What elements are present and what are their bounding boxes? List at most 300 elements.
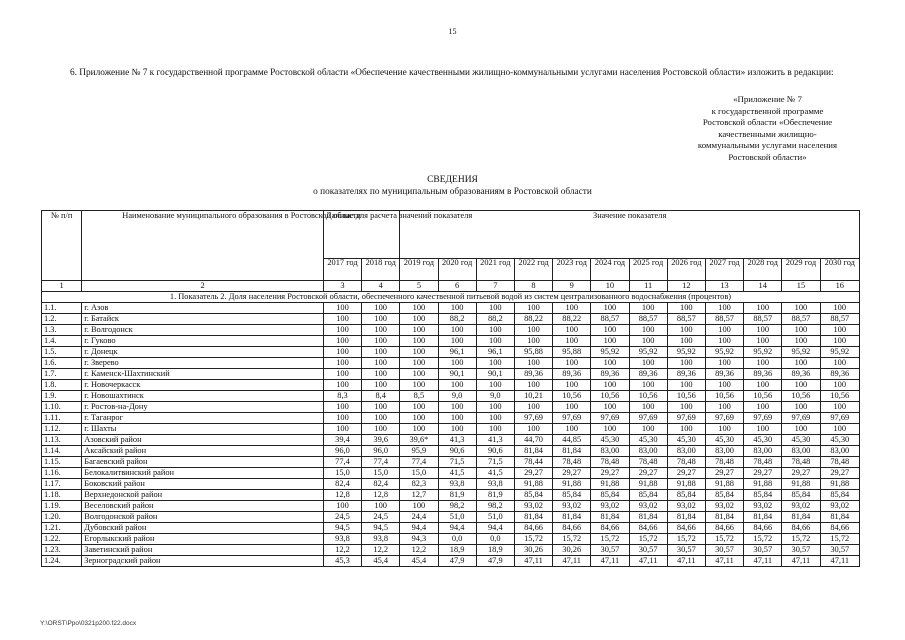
indicator-value: 100 (323, 501, 361, 512)
indicator-value: 100 (362, 369, 400, 380)
indicator-value: 100 (438, 380, 476, 391)
table-row (42, 501, 860, 512)
municipality-name: Азовский район (82, 435, 324, 446)
indicator-value: 100 (362, 413, 400, 424)
municipality-name: г. Батайск (82, 314, 324, 325)
header-no: № п/п (42, 211, 82, 281)
indicator-value: 100 (362, 501, 400, 512)
indicator-value: 47,11 (629, 556, 667, 567)
indicator-value: 93,02 (705, 501, 743, 512)
municipality-name: Дубовский район (82, 523, 324, 534)
indicator-value: 90,1 (476, 369, 514, 380)
indicator-value: 91,88 (667, 479, 705, 490)
municipality-name: г. Гуково (82, 336, 324, 347)
indicator-value: 78,48 (820, 457, 859, 468)
indicator-value: 29,27 (667, 468, 705, 479)
indicator-value: 97,69 (553, 413, 591, 424)
indicator-value: 47,11 (782, 556, 820, 567)
column-number: 2 (82, 281, 324, 292)
indicator-value: 15,0 (400, 468, 438, 479)
intro-paragraph: 6. Приложение № 7 к государственной программе Ростовской области «Обеспечение качественными жилищно-коммунальными услугами населения Ростовской области» изложить в редакции: (70, 68, 834, 78)
indicator-value: 100 (476, 380, 514, 391)
indicator-value: 83,00 (744, 446, 782, 457)
indicator-value: 89,36 (553, 369, 591, 380)
indicator-value: 0,0 (438, 534, 476, 545)
table-row (42, 545, 860, 556)
table-row (42, 369, 860, 380)
indicator-value: 100 (553, 358, 591, 369)
header-name: Наименование муниципального образования в Ростовской области (82, 211, 324, 281)
indicator-value: 10,56 (820, 391, 859, 402)
indicator-value: 30,57 (782, 545, 820, 556)
indicator-value: 30,57 (667, 545, 705, 556)
indicator-value: 15,72 (514, 534, 552, 545)
indicator-value: 96,1 (438, 347, 476, 358)
indicator-value: 91,88 (782, 479, 820, 490)
annex-line: к государственной программе (711, 105, 824, 116)
column-number: 14 (744, 281, 782, 292)
indicator-value: 45,30 (744, 435, 782, 446)
indicator-value: 51,0 (476, 512, 514, 523)
indicator-value: 93,8 (362, 534, 400, 545)
indicator-value: 100 (705, 424, 743, 435)
indicator-value: 94,4 (476, 523, 514, 534)
indicator-value: 100 (438, 325, 476, 336)
indicator-value: 10,56 (591, 391, 629, 402)
annex-line: «Приложение № 7 (733, 94, 802, 104)
indicator-value: 100 (667, 325, 705, 336)
header-year: 2030 год (820, 259, 859, 281)
indicator-value: 100 (438, 424, 476, 435)
table-row (42, 534, 860, 545)
indicator-value: 100 (514, 325, 552, 336)
indicator-value: 95,92 (591, 347, 629, 358)
indicator-value: 100 (820, 380, 859, 391)
indicator-value: 47,11 (514, 556, 552, 567)
indicator-value: 45,30 (629, 435, 667, 446)
indicator-value: 100 (323, 303, 361, 314)
indicator-value: 100 (400, 380, 438, 391)
header-year: 2026 год (667, 259, 705, 281)
annex-line: коммунальными услугами населения (697, 140, 838, 150)
indicator-value: 88,57 (744, 314, 782, 325)
indicator-value: 100 (323, 369, 361, 380)
header-year: 2024 год (591, 259, 629, 281)
indicator-value: 95,92 (744, 347, 782, 358)
row-number: 1.23. (42, 545, 82, 556)
indicator-value: 29,27 (629, 468, 667, 479)
column-number: 11 (629, 281, 667, 292)
indicator-value: 83,00 (591, 446, 629, 457)
row-number: 1.5. (42, 347, 82, 358)
indicator-value: 84,66 (514, 523, 552, 534)
indicator-value: 47,11 (553, 556, 591, 567)
column-number: 12 (667, 281, 705, 292)
table-row (42, 314, 860, 325)
indicator-value: 93,02 (744, 501, 782, 512)
row-number: 1.20. (42, 512, 82, 523)
annex-line: качественными жилищно- (718, 128, 817, 139)
indicator-value: 100 (514, 402, 552, 413)
indicator-value: 45,4 (400, 556, 438, 567)
indicator-value: 100 (744, 380, 782, 391)
header-year: 2029 год (782, 259, 820, 281)
indicator-value: 96,1 (476, 347, 514, 358)
indicator-value: 100 (362, 325, 400, 336)
indicator-value: 100 (744, 325, 782, 336)
indicator-value: 100 (323, 347, 361, 358)
indicator-value: 10,56 (705, 391, 743, 402)
indicator-value: 100 (591, 380, 629, 391)
indicator-value: 100 (362, 424, 400, 435)
page-number: 15 (448, 27, 457, 36)
row-number: 1.11. (42, 413, 82, 424)
indicator-value: 100 (667, 380, 705, 391)
indicator-value: 100 (782, 402, 820, 413)
indicator-value: 90,6 (476, 446, 514, 457)
indicator-value: 81,84 (514, 446, 552, 457)
indicator-value: 100 (323, 325, 361, 336)
indicator-value: 100 (553, 380, 591, 391)
indicator-value: 47,9 (476, 556, 514, 567)
table-row (42, 435, 860, 446)
indicator-value: 45,3 (323, 556, 361, 567)
indicator-value: 100 (782, 303, 820, 314)
indicator-value: 81,84 (553, 512, 591, 523)
indicator-value: 29,27 (820, 468, 859, 479)
indicator-value: 100 (514, 336, 552, 347)
annex-line: Ростовской области» (728, 151, 807, 162)
indicator-value: 100 (782, 336, 820, 347)
indicator-value: 81,84 (782, 512, 820, 523)
indicator-value: 93,02 (667, 501, 705, 512)
indicator-value: 81,9 (438, 490, 476, 501)
indicator-value: 78,48 (705, 457, 743, 468)
row-number: 1.10. (42, 402, 82, 413)
indicator-value: 71,5 (438, 457, 476, 468)
header-year: 2027 год (705, 259, 743, 281)
indicator-value: 95,9 (400, 446, 438, 457)
row-number: 1.2. (42, 314, 82, 325)
indicator-value: 91,88 (705, 479, 743, 490)
indicator-value: 29,27 (591, 468, 629, 479)
indicator-value: 84,66 (629, 523, 667, 534)
indicator-value: 100 (591, 303, 629, 314)
municipality-name: Аксайский район (82, 446, 324, 457)
indicator-value: 100 (476, 413, 514, 424)
municipality-name: г. Волгодонск (82, 325, 324, 336)
indicator-value: 100 (629, 336, 667, 347)
indicator-value: 39,6 (362, 435, 400, 446)
indicator-value: 81,84 (591, 512, 629, 523)
indicator-value: 15,72 (553, 534, 591, 545)
indicator-value: 89,36 (820, 369, 859, 380)
municipality-name: Заветинский район (82, 545, 324, 556)
indicator-value: 100 (705, 358, 743, 369)
indicator-value: 100 (400, 424, 438, 435)
section-title: 1. Показатель 2. Доля населения Ростовской области, обеспеченного качественной питьевой водой из систем централизованного водоснабжения (процентов) (42, 292, 860, 303)
indicator-value: 81,84 (820, 512, 859, 523)
indicator-value: 88,22 (514, 314, 552, 325)
indicator-value: 85,84 (667, 490, 705, 501)
indicator-value: 30,26 (553, 545, 591, 556)
column-number: 15 (782, 281, 820, 292)
table-row (42, 446, 860, 457)
column-number: 7 (476, 281, 514, 292)
indicator-value: 82,4 (323, 479, 361, 490)
indicator-value: 10,56 (667, 391, 705, 402)
indicator-value: 0,0 (476, 534, 514, 545)
table-row (42, 325, 860, 336)
indicator-value: 29,27 (514, 468, 552, 479)
indicator-value: 94,5 (362, 523, 400, 534)
indicator-value: 100 (400, 413, 438, 424)
indicator-value: 12,7 (400, 490, 438, 501)
indicator-value: 100 (782, 325, 820, 336)
row-number: 1.4. (42, 336, 82, 347)
indicator-value: 9,0 (438, 391, 476, 402)
indicator-value: 100 (744, 424, 782, 435)
indicator-value: 90,6 (438, 446, 476, 457)
indicator-value: 100 (705, 380, 743, 391)
indicator-value: 100 (744, 303, 782, 314)
table-row (42, 512, 860, 523)
indicator-value: 100 (362, 314, 400, 325)
indicator-value: 30,57 (744, 545, 782, 556)
indicator-value: 91,88 (591, 479, 629, 490)
row-number: 1.19. (42, 501, 82, 512)
indicator-value: 10,56 (553, 391, 591, 402)
indicator-value: 12,2 (323, 545, 361, 556)
indicator-value: 100 (362, 358, 400, 369)
indicator-value: 96,0 (362, 446, 400, 457)
column-number: 1 (42, 281, 82, 292)
indicator-value: 100 (553, 325, 591, 336)
indicator-value: 93,02 (514, 501, 552, 512)
indicator-value: 100 (744, 402, 782, 413)
indicator-value: 100 (629, 402, 667, 413)
indicator-value: 89,36 (705, 369, 743, 380)
document-title: СВЕДЕНИЯ (427, 175, 478, 185)
annex-heading (680, 94, 855, 163)
indicator-value: 93,8 (476, 479, 514, 490)
header-year: 2017 год (323, 259, 361, 281)
municipality-name: г. Шахты (82, 424, 324, 435)
indicator-value: 15,72 (705, 534, 743, 545)
indicator-value: 100 (591, 325, 629, 336)
indicator-value: 100 (476, 303, 514, 314)
indicator-value: 89,36 (782, 369, 820, 380)
row-number: 1.24. (42, 556, 82, 567)
indicator-value: 15,72 (782, 534, 820, 545)
indicator-value: 12,2 (362, 545, 400, 556)
indicator-value: 100 (820, 303, 859, 314)
table-row (42, 413, 860, 424)
indicator-value: 85,84 (591, 490, 629, 501)
indicator-value: 8,5 (400, 391, 438, 402)
indicator-value: 18,9 (476, 545, 514, 556)
indicator-value: 100 (400, 325, 438, 336)
indicator-value: 77,4 (400, 457, 438, 468)
indicator-value: 81,84 (705, 512, 743, 523)
indicator-value: 84,66 (705, 523, 743, 534)
indicator-value: 41,5 (438, 468, 476, 479)
table-row (42, 380, 860, 391)
indicator-value: 15,72 (629, 534, 667, 545)
table-row (42, 402, 860, 413)
indicator-value: 100 (820, 402, 859, 413)
indicator-value: 84,66 (553, 523, 591, 534)
indicator-value: 88,22 (553, 314, 591, 325)
municipality-name: Верхнедонской район (82, 490, 324, 501)
indicator-value: 85,84 (782, 490, 820, 501)
indicator-value: 100 (400, 369, 438, 380)
row-number: 1.22. (42, 534, 82, 545)
indicator-value: 81,9 (476, 490, 514, 501)
indicator-value: 97,69 (820, 413, 859, 424)
indicator-value: 97,69 (591, 413, 629, 424)
indicator-value: 88,57 (820, 314, 859, 325)
indicator-value: 100 (323, 358, 361, 369)
indicator-value: 97,69 (667, 413, 705, 424)
row-number: 1.3. (42, 325, 82, 336)
indicator-value: 51,0 (438, 512, 476, 523)
indicator-value: 47,11 (705, 556, 743, 567)
indicator-value: 15,0 (362, 468, 400, 479)
indicators-table (41, 210, 860, 567)
indicator-value: 100 (438, 402, 476, 413)
indicator-value: 10,56 (629, 391, 667, 402)
indicator-value: 18,9 (438, 545, 476, 556)
indicator-value: 100 (820, 424, 859, 435)
indicator-value: 12,8 (362, 490, 400, 501)
indicator-value: 30,57 (591, 545, 629, 556)
indicator-value: 81,84 (667, 512, 705, 523)
indicator-value: 78,48 (629, 457, 667, 468)
indicator-value: 41,3 (438, 435, 476, 446)
row-number: 1.21. (42, 523, 82, 534)
indicator-value: 100 (323, 402, 361, 413)
row-number: 1.1. (42, 303, 82, 314)
indicator-value: 82,3 (400, 479, 438, 490)
indicator-value: 12,8 (323, 490, 361, 501)
indicator-value: 100 (323, 424, 361, 435)
indicator-value: 100 (323, 314, 361, 325)
indicator-value: 100 (362, 380, 400, 391)
table-row (42, 391, 860, 402)
municipality-name: Зерноградский район (82, 556, 324, 567)
indicator-value: 95,92 (820, 347, 859, 358)
column-number: 10 (591, 281, 629, 292)
row-number: 1.8. (42, 380, 82, 391)
indicator-value: 100 (362, 336, 400, 347)
municipality-name: г. Таганрог (82, 413, 324, 424)
indicator-value: 100 (323, 336, 361, 347)
indicator-value: 95,88 (553, 347, 591, 358)
indicator-value: 41,5 (476, 468, 514, 479)
indicator-value: 30,57 (629, 545, 667, 556)
indicator-value: 95,92 (782, 347, 820, 358)
indicator-value: 45,30 (705, 435, 743, 446)
indicator-value: 100 (820, 325, 859, 336)
table-row (42, 358, 860, 369)
indicator-value: 100 (514, 303, 552, 314)
indicator-value: 94,5 (323, 523, 361, 534)
indicator-value: 84,66 (782, 523, 820, 534)
municipality-name: Волгодонской район (82, 512, 324, 523)
indicator-value: 100 (820, 336, 859, 347)
indicator-value: 100 (744, 336, 782, 347)
table-row (42, 479, 860, 490)
column-number: 8 (514, 281, 552, 292)
row-number: 1.13. (42, 435, 82, 446)
indicator-value: 84,66 (744, 523, 782, 534)
municipality-name: Егорлыкский район (82, 534, 324, 545)
municipality-name: г. Ростов-на-Дону (82, 402, 324, 413)
indicator-value: 97,69 (629, 413, 667, 424)
header-year: 2022 год (514, 259, 552, 281)
row-number: 1.17. (42, 479, 82, 490)
indicator-value: 41,3 (476, 435, 514, 446)
indicator-value: 10,21 (514, 391, 552, 402)
row-number: 1.7. (42, 369, 82, 380)
municipality-name: г. Каменск-Шахтинский (82, 369, 324, 380)
file-path: Y:\ORST\Ppo\0321p200.f22.docx (40, 620, 137, 627)
indicator-value: 100 (362, 303, 400, 314)
indicator-value: 83,00 (629, 446, 667, 457)
indicator-value: 100 (514, 424, 552, 435)
indicator-value: 78,48 (553, 457, 591, 468)
indicator-value: 78,48 (744, 457, 782, 468)
row-number: 1.6. (42, 358, 82, 369)
table-row (42, 468, 860, 479)
table-row (42, 303, 860, 314)
indicator-value: 12,2 (400, 545, 438, 556)
indicator-value: 100 (629, 358, 667, 369)
indicator-value: 39,6* (400, 435, 438, 446)
indicator-value: 100 (400, 303, 438, 314)
indicator-value: 78,48 (591, 457, 629, 468)
header-year: 2028 год (744, 259, 782, 281)
indicator-value: 83,00 (667, 446, 705, 457)
municipality-name: г. Новошахтинск (82, 391, 324, 402)
indicator-value: 81,84 (744, 512, 782, 523)
row-number: 1.14. (42, 446, 82, 457)
indicator-value: 100 (705, 336, 743, 347)
indicator-value: 24,4 (400, 512, 438, 523)
indicator-value: 15,72 (667, 534, 705, 545)
indicator-value: 100 (705, 402, 743, 413)
indicator-value: 81,84 (553, 446, 591, 457)
indicator-value: 24,5 (323, 512, 361, 523)
indicator-value: 100 (476, 402, 514, 413)
indicator-value: 93,8 (438, 479, 476, 490)
indicator-value: 100 (476, 358, 514, 369)
indicator-value: 77,4 (323, 457, 361, 468)
indicator-value: 100 (514, 358, 552, 369)
indicator-value: 100 (400, 336, 438, 347)
indicator-value: 29,27 (705, 468, 743, 479)
indicator-value: 15,72 (820, 534, 859, 545)
indicator-value: 77,4 (362, 457, 400, 468)
indicator-value: 100 (629, 424, 667, 435)
indicator-value: 88,2 (438, 314, 476, 325)
indicator-value: 9,0 (476, 391, 514, 402)
header-value: Значение показателя (400, 211, 860, 259)
indicator-value: 89,36 (667, 369, 705, 380)
indicator-value: 47,11 (744, 556, 782, 567)
column-number: 13 (705, 281, 743, 292)
